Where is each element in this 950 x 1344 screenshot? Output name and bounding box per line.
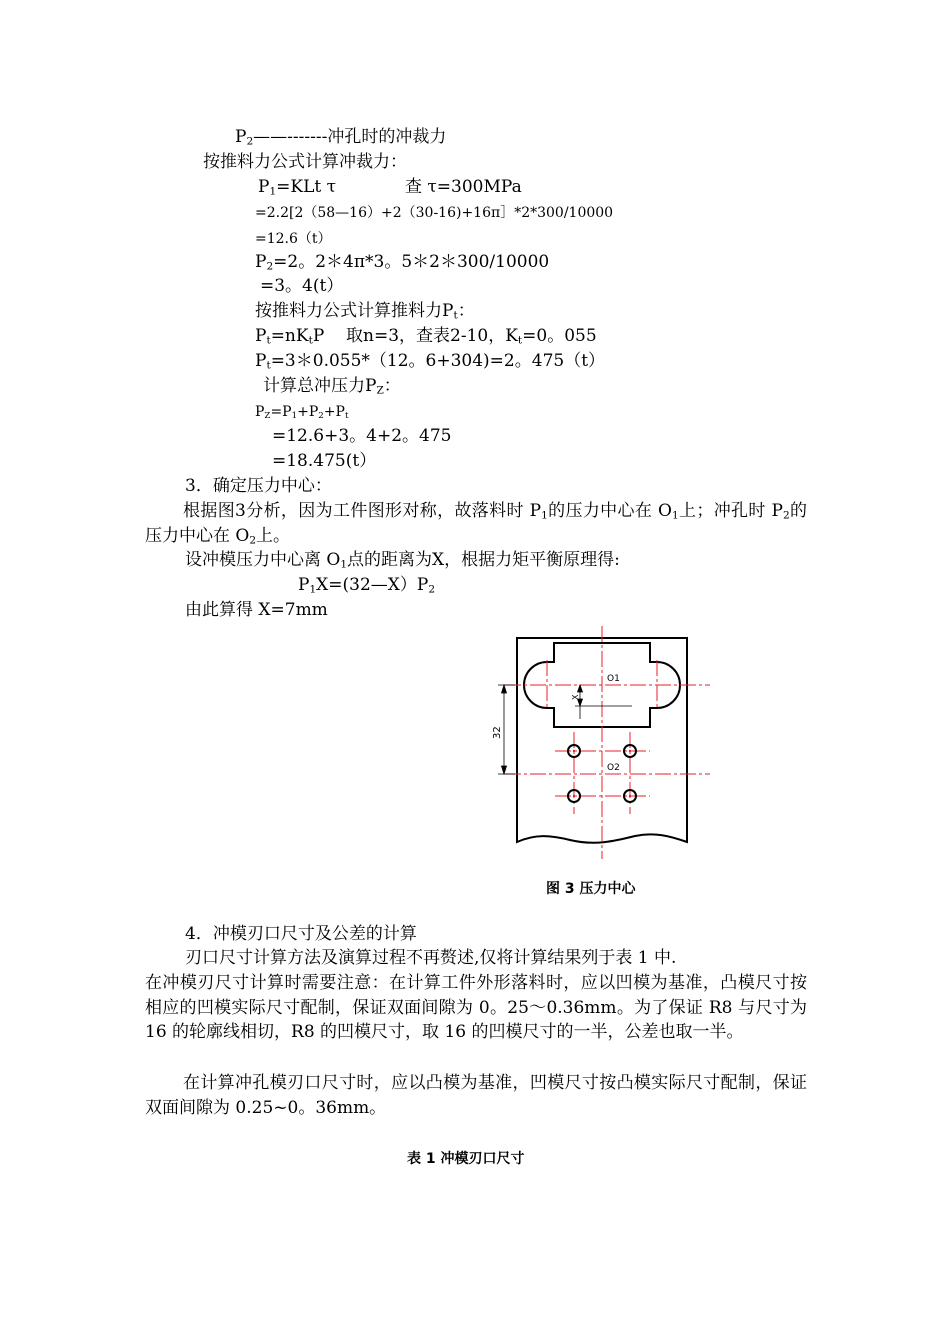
figure-caption: 图 3 压力中心 (546, 881, 636, 897)
label-32: 32 (492, 726, 503, 739)
section-4-paragraph-1: 刃口尺寸计算方法及演算过程不再赘述,仅将计算结果列于表 1 中. (185, 948, 677, 968)
formula-line-p2: $P_2=2$。2＊4π*3。5＊2＊300/10000 (255, 252, 550, 273)
center-lines (505, 626, 710, 859)
formula-line-p1-result: =12.6（t） (255, 231, 332, 247)
table-caption: 表 1 冲模刃口尺寸 (407, 1151, 525, 1167)
formula-line-pz-result: =18.475(t） (272, 451, 377, 471)
figure-pressure-center (492, 624, 720, 864)
formula-line-tau-lookup: 查 τ=300MPa (405, 177, 522, 197)
label-o2: O2 (607, 763, 620, 773)
formula-line-pt-result: $P_t=3*0.055*(12$。6+304)=2。475（t） (255, 351, 606, 372)
section-4-heading: 4．冲模刃口尺寸及公差的计算 (185, 924, 417, 944)
formula-line-p1: $P_1=KLt$ τ (258, 177, 337, 198)
section-3-result: 由此算得 X=7mm (185, 600, 328, 620)
formula-line-kt-lookup: 取n=3，查表2-10，$K_t=0$。055 (346, 326, 597, 347)
formula-line-pz: $P_Z=P_1+P_2+P_t$ (255, 404, 349, 422)
section-4-paragraph-2: 在冲模刃尺寸计算时需要注意：在计算工件外形落料时，应以凹模为基准，凸模尺寸按相应的凹模实际尺寸配制，保证双面间隙为 0。25～0.36mm。为了保证 R8 与尺寸为 16 的轮廓线相切，R8 的凹模尺寸，取 16 的凹模尺寸的一半，公差也取一半。 (145, 973, 807, 1042)
formula-line-p2-result: =3。4(t） (260, 276, 344, 296)
formula-line-heading-punch-force: 按推料力公式计算冲裁力： (203, 152, 407, 172)
formula-line-pz-substitution: =12.6+3。4+2。475 (272, 426, 452, 446)
formula-line-heading-push-force: 按推料力公式计算推料力$P_t$： (255, 301, 475, 322)
formula-line-p2-definition: $P_2——-------$冲孔时的冲裁力 (235, 127, 447, 148)
section-4-paragraph-3: 在计算冲孔模刃口尺寸时，应以凸模为基准，凹模尺寸按凸模实际尺寸配制，保证双面间隙为 0.25~0。36mm。 (145, 1073, 807, 1118)
formula-line-p1-substitution: =2.2[2（58—16）+2（30-16)+16π］*2*300/10000 (255, 205, 614, 221)
section-3-paragraph-2: 设冲模压力中心离 $O_1$点的距离为X，根据力矩平衡原理得: (185, 550, 620, 571)
dimension-lines (498, 685, 632, 774)
section-3-paragraph-1: 根据图3分析，因为工件图形对称，故落料时 $P_1$的压力中心在 $O_1$上；冲孔时 $P_2$的压力中心在 $O_2$上。 (145, 501, 808, 547)
label-x: X (571, 694, 580, 700)
section-3-heading: 3．确定压力中心： (185, 476, 332, 496)
section-3-equation: $P_1X=(32—X)P_2$ (298, 575, 436, 596)
formula-line-heading-total-force: 计算总冲压力$P_Z$： (263, 376, 401, 397)
formula-line-pt: $P_t=nK_tP$ (255, 326, 325, 347)
label-o1: O1 (607, 674, 620, 684)
